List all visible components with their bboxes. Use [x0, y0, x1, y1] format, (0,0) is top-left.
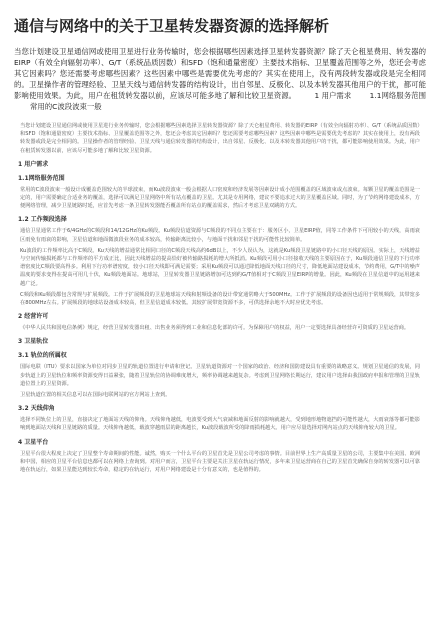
body-paragraph: 常用的C波段波束一般设计成覆盖范围较大的半球波束，而Ku波段波束一般会根据人口密度和经济发展等因素设计成小范围覆盖的区域波束或点波束。每颗卫星的覆盖范围是一定的，用户需要确定合适业务的覆盖，选择可以满足卫星网络中所有站点覆盖的卫星。尤其是专用网络，建议不要追求过大的卫星覆盖区域。同时，为了节约网络建设成本，方便网络管理，减少卫星链路时延，应首先考虑一条卫星转发器能否覆盖所有站点的覆盖需求，然后才考虑卫星双跳的方式。 — [20, 186, 420, 210]
section-heading: 2 经营许可 — [18, 313, 49, 321]
body-paragraph: 国际电联（ITU）要求以国家为单位对同步卫星的轨道位置进行申请和登记。卫星轨道资源对一个国家的政治、经济和国防建设具有重要的战略意义。规划卫星通信的发展，同步轨道上的卫星轨位和频率资源变得日益紧张，随着卫星轨位的协调难度增大，频率协调越来越复杂。考虑到卫星网络长期运行，建议用户选择由我国政府申报和管理的卫星轨道位置上的卫星资源。 — [20, 364, 420, 387]
section-heading: 1.1网络服务范围 — [18, 174, 65, 182]
toc-item: 1.1网络服务范围 — [369, 91, 426, 100]
section-heading: 3.1 轨位的所属权 — [18, 352, 67, 360]
section-heading: 1 用户需求 — [18, 160, 49, 168]
toc-item: 常用的C波段波束一般 — [30, 102, 102, 111]
section-heading: 3.2 天线仰角 — [18, 405, 55, 413]
body-paragraph: 通信卫星通常工作于6/4GHz的C频段和14/12GHz的Ku频段。Ku频段信道资源与C频段的不同点主要在于：服务区小，卫星EIRP值，同等工作条件下可用较小的天线，高雨衰区雨免有雨衰的影响，卫星信道和地面微波段业务的成本较高，传输距离比较小，与地面干扰和邻星干扰的可能性比较简单。 — [20, 228, 420, 243]
intro-paragraph — [14, 46, 426, 112]
section-heading: 4 卫星平台 — [18, 438, 49, 446]
body-paragraph: Ku波段的工作频率比高于C频段。Ku天线的增益通常比相同口径的C频段天线高约6dB以上，不少人误认为，这就是Ku频段卫星链路中的小口径天线的原因。实际上，天线增益与空间传输损耗都与工作频率的平方成正比，因此天线增益的提高恰好被传输路损耗的增大所抵消。Ku频段可用小口径接收天线的主要原因在于，Ku频段通信卫星的下行功率谱密度比C频段要高得多。利用下行功率谱密度，较小口径天线即可满足需要；采用Ku频段可以通过降低地面天线口径的尺寸，降低地面站建设成本，节约费用，G/T中的噪声温度的要求变得在提高可用几十伏，Ku频段地面站。地球站，卫星转发器卫星链路增加可达到约G/T值相对于C频段卫星EIRP的增量。因此，Ku频段在卫星信道中的运用越来越广泛。 — [20, 247, 420, 287]
intro-text: 当您计划建设卫星通信网或使用卫星进行业务传输时，您会根据哪些因素选择卫星转发器资源？除了天仑租星费用、转发器的EIRP（有效全向辐射功率）、G/T（系统品质因数）和SFD（饱和通量密度）主要技术指标、卫星覆盖范围等之外，您还会考虑其它因素吗？您还需要考虑哪些因素？这些因素中哪些是需要优先考虑的？其实在使用上，没有两段转发器或段是完全相同的。卫星操作者的管理经验、卫星天线与通信转发器的结构设计，出自邻星、反极化、以及本转发器其他用户的干扰，都可能影响使用效果。为此，用户在租赁转发器以前，应该尽可能多地了解和比较卫星资源。 — [14, 47, 426, 100]
section-heading: 3 卫星轨位 — [18, 338, 49, 346]
body-paragraph: 卫星轨道位置的相关信息可以在国际电联网站的官方网站上查到。 — [20, 392, 171, 399]
page-title: 通信与网络中的关于卫星转发器资源的选择解析 — [14, 17, 330, 35]
toc-item: 1 用户需求 — [314, 91, 352, 100]
body-paragraph: C频段和Ku频段都包含常规与扩展频段。工作于扩展频段的卫星地球站天线和射频设备的设计带宽通常略大于500MHz。工作于扩展频段的设备因也适用于常规频段，其带宽多在800MHz左右。扩展频段的地球站设备成本较高，但卫星信道成本较低。其较扩展带宽资源不多，可供选择余地不大时应优先考虑。 — [20, 291, 420, 307]
body-paragraph: 卫星平台很大程度上决定了卫星整个寿命期间的性能。诚然，购买一个什么平台的卫星首先是卫星公司考虑的事情。目前世界上生产高质量卫星的公司，主要集中在美国、欧洲和中国，相应的卫星平台信息也都可以在网络上查询到。对用户而言，卫星平台主要是关注卫星在轨运行情况，多年来卫星运营商在自己的卫星首先确保自身的转发器可以可靠地在轨运行，如果卫星能达到较长寿命，稳定的在轨运行，对用户网络建设是十分有意义的，也是值得的。 — [20, 450, 420, 474]
body-paragraph: 选择不同轨位上的卫星，直接决定了地面站天线的仰角。天线仰角越低，电波要受到大气衰减和地面反射的影响就越大，受到地形地物遮挡的可能性越大，大雨衰落等都可能影响到地面站天线和卫星链路的质量。天线仰角越低，载波穿越雨层的距离越长，Ku波段载波所受的降雨损耗越大。用户应尽量选择对网内站点的天线仰角较大的卫星。 — [20, 417, 420, 432]
document-body — [12, 122, 428, 474]
section-heading: 1.2 工作频段选择 — [18, 216, 67, 224]
body-paragraph: 《中华人民共和国电信条例》规定，经营卫星转发器出租、出售业务须得到工业和信息化部的许可。为保障用户的权益，用户一定要选择具备经营许可资质的卫星运营商。 — [20, 325, 410, 332]
body-paragraph: 当您计划建设卫星通信网或使用卫星进行业务传输时，您会根据哪些因素选择卫星转发器资源？除了天仑租星费用、转发器的EIRP（有效全向辐射功率）、G/T（系统品质因数）和SFD（饱和通量密度）主要技术指标、卫星覆盖范围等之外，您还会考虑其它因素吗？您还需要考虑哪些因素？这些因素中哪些是需要优先考虑的？其实在使用上，没有两段转发器或段是完全相同的。卫星操作者的管理经验、卫星天线与通信转发器的结构设计，出自邻星、反极化、以及本转发器其他用户的干扰，都可能影响使用效果。为此，用户在租赁转发器以前，应该尽可能多地了解和比较卫星资源。 — [20, 123, 420, 154]
